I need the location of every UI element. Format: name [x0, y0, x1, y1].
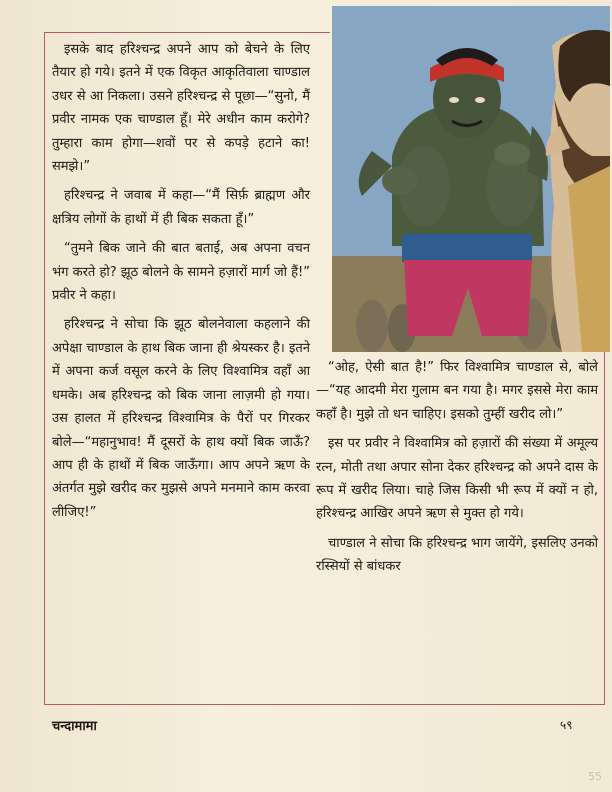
right-column-text: [316, 356, 598, 585]
paragraph: “तुमने बिक जाने की बात बताई, अब अपना वचन भंग करते हो? झूठ बोलने के सामने हज़ारों मार्ग जो हैं!” प्रवीर ने कहा।: [52, 241, 310, 304]
paragraph: “ओह, ऐसी बात है!” फिर विश्वामित्र चाण्डाल से, बोले—“यह आदमी मेरा गुलाम बन गया है। मगर इससे मेरा काम कहाँ है। मुझे तो धन चाहिए। इसको तुम्हीं खरीद लो।”: [316, 360, 598, 422]
illustration-chandala-and-vishwamitra: [332, 6, 610, 352]
paragraph: चाण्डाल ने सोचा कि हरिश्चन्द्र भाग जायेंगे, इसलिए उनको रस्सियों से बांधकर: [316, 535, 598, 575]
border-rule-right: [604, 352, 605, 704]
border-rule-top: [44, 32, 330, 33]
border-rule-left: [44, 32, 45, 704]
page-number: ५९: [560, 718, 573, 732]
paragraph: हरिश्चन्द्र ने सोचा कि झूठ बोलनेवाला कहलाने की अपेक्षा चाण्डाल के हाथ बिक जाना ही श्रेयस्कर है। इतने में अपना कर्ज वसूल करने के लिए विश्वामित्र वहाँ आ धमके। अब हरिश्चन्द्र को बिक जाना लाज़मी हो गया। उस हालत में हरिश्चन्द्र विश्वामित्र के पैरों पर गिरकर बोले—“महानुभाव! मैं दूसरों के हाथ क्यों बिक जाऊँ? आप ही के हाथों में बिक जाऊँगा। आप अपने ऋण के अंतर्गत मुझे खरीद कर मुझसे अपने मनमाने काम करवा लीजिए!”: [52, 317, 310, 520]
corner-mark: 55: [588, 770, 602, 783]
paragraph: इसके बाद हरिश्चन्द्र अपने आप को बेचने के लिए तैयार हो गये। इतने में एक विकृत आकृतिवाला चाण्डाल उधर से आ निकला। उसने हरिश्चन्द्र से पूछा—“सुनो, मैं प्रवीर नामक एक चाण्डाल हूँ। मेरे अधीन काम करोगे? तुम्हारा काम होगा—शवों पर से कपड़े हटाने का! समझे।”: [52, 42, 310, 175]
magazine-name: चन्दामामा: [52, 719, 97, 734]
story-illustration: [332, 6, 610, 352]
paragraph: हरिश्चन्द्र ने जवाब में कहा—“मैं सिर्फ़ ब्राह्मण और क्षत्रिय लोगों के हाथों में ही बिक सकता हूँ।”: [52, 188, 310, 227]
border-rule-bottom-right: [318, 704, 605, 705]
border-rule-bottom-left: [44, 704, 330, 705]
paragraph: इस पर प्रवीर ने विश्वामित्र को हज़ारों की संख्या में अमूल्य रत्न, मोती तथा अपार सोना देकर हरिश्चन्द्र को अपने दास के रूप में खरीद लिया। चाहे जिस किसी भी रूप में क्यों न हो, हरिश्चन्द्र आखिर अपने ऋण से मुक्त हो गये।: [316, 436, 598, 522]
left-column-text: [52, 38, 310, 530]
